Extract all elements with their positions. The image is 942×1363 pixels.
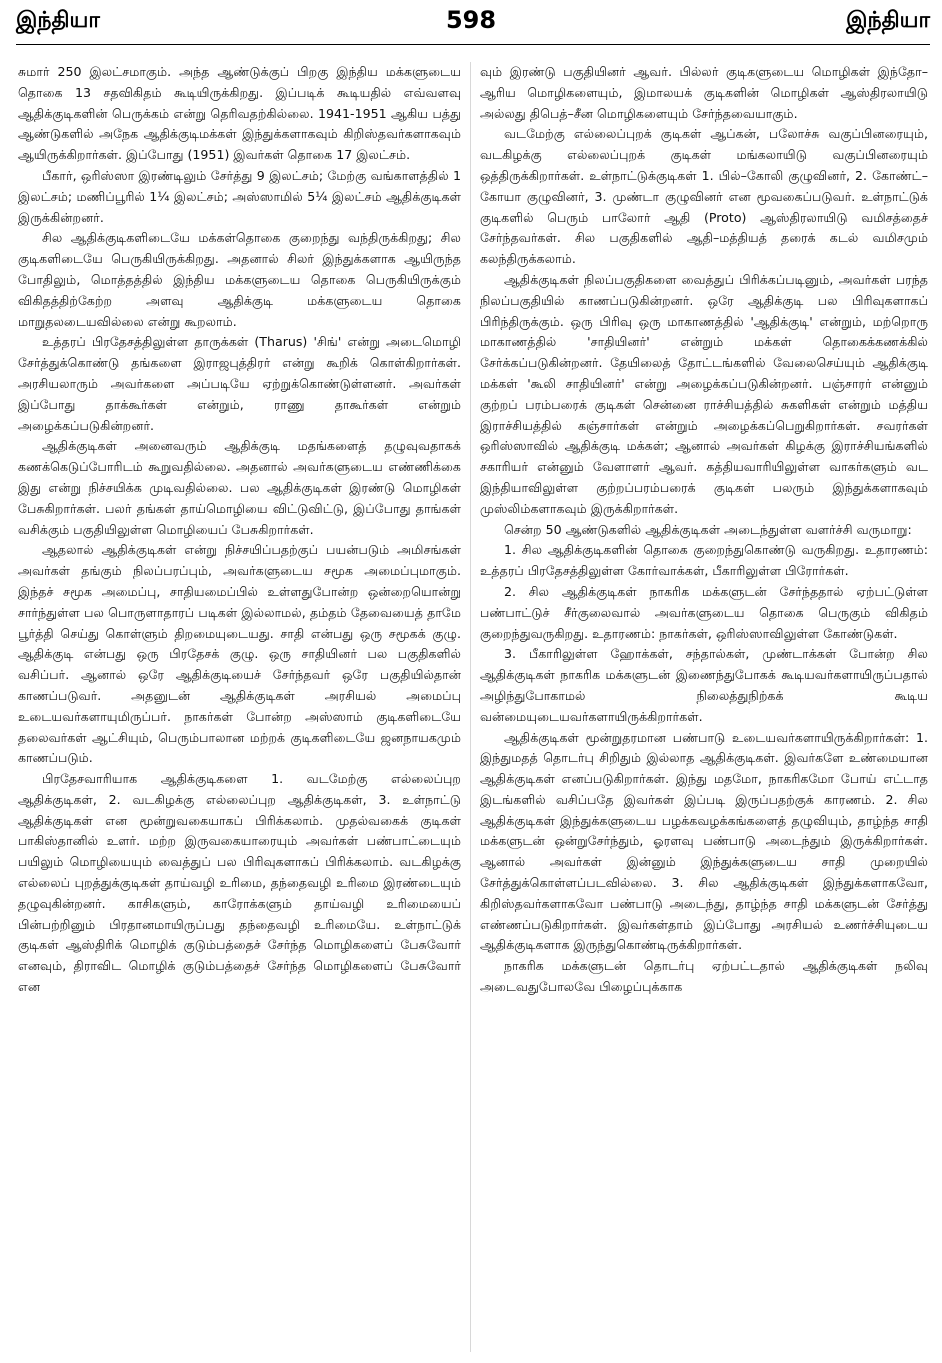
list-item: 1. சில ஆதிக்குடிகளின் தொகை குறைந்துகொண்டு வருகிறது. உதாரணம்: உத்தரப் பிரதேசத்திலுள்ள கோர்வாக்கள், பீகாரிலுள்ள பிரோர்கள். — [480, 542, 928, 579]
list-item: 3. பீகாரிலுள்ள ஹோக்கள், சந்தால்கள், முண்டாக்கள் போன்ற சில ஆதிக்குடிகள் நாகரிக மக்களுடன் இணைந்துபோகக் கூடியவர்களாயிருப்பதால் அழிந்துபோகாமல் நிலைத்துநிற்கக் கூடிய வன்மையுடையவர்களாயிருக்கிறார்கள். — [480, 646, 928, 724]
paragraph: வடமேற்கு எல்லைப்புறக் குடிகள் ஆப்கன், பலோச்சு வகுப்பினரையும், வடகிழக்கு எல்லைப்புறக் குடிகள் மங்கலாயிடு வகுப்பினரையும் ஒத்திருக்கிறார்கள். உள்நாட்டுக்குடிகள் 1. பில்–கோலி குழுவினர், 2. கோண்ட்–கோயா குழுவினர், 3. முண்டா குழுவினர் என மூவகைப்படுவர். உள்நாட்டுக் குடிகளில் பெரும் பாலோர் ஆதி (Proto) ஆஸ்திரலாயிடு வமிசத்தைச் சேர்ந்தவர்கள். சில பகுதிகளில் ஆதி–மத்தியத் தரைக் கடல் வமிசமும் கலந்திருக்கலாம். — [480, 126, 928, 267]
paragraph: ஆதிக்குடிகள் மூன்றுதரமான பண்பாடு உடையவர்களாயிருக்கிறார்கள்: 1. இந்துமதத் தொடர்பு சிறிதும் இல்லாத ஆதிக்குடிகள். இவர்களே உண்மையான ஆதிக்குடிகள் எனப்படுகிறார்கள். இந்து மதமோ, நாகரிகமோ போய் எட்டாத இடங்களில் வசிப்பதே இவர்கள் இப்படி இருப்பதற்குக் காரணம். 2. சில ஆதிக்குடிகள் இந்துக்களுடைய பழக்கவழக்கங்களைத் தழுவியும், தாழ்ந்த சாதி மக்களுடன் ஒன்றுசேர்ந்தும், ஓரளவு பண்பாடு அடைந்தும் இருக்கிறார்கள். ஆனால் அவர்கள் இன்னும் இந்துக்களுடைய சாதி முறையில் சேர்த்துக்கொள்ளப்படவில்லை. 3. சில ஆதிக்குடிகள் இந்துக்களாகவோ, கிறிஸ்தவர்களாகவோ பண்பாடு அடைந்து, தாழ்ந்த சாதி மக்களுடன் சேர்த்து எண்ணப்படுகிறார்கள். இவர்கள்தாம் இப்போது அரசியல் உணர்ச்சியுடைய ஆதிக்குடிகளாக இருந்துகொண்டிருக்கிறார்கள். — [480, 729, 928, 953]
paragraph: ஆதிக்குடிகள் நிலப்பகுதிகளை வைத்துப் பிரிக்கப்படினும், அவர்கள் பரந்த நிலப்பகுதியில் காணப்படுகின்றனர். ஒரே ஆதிக்குடி பல பிரிவுகளாகப் பிரிந்திருக்கும். ஒரு பிரிவு ஒரு மாகாணத்தில் 'ஆதிக்குடி' என்றும், மற்றொரு மாகாணத்தில் 'சாதியினர்' என்றும் மக்கள் தொகைக்கணக்கில் சேர்க்கப்படுகின்றனர். தேயிலைத் தோட்டங்களில் வேலைசெய்யும் ஆதிக்குடி மக்கள் 'கூலி சாதியினர்' என்று அழைக்கப்படுகின்றனர். பஞ்சாரர் என்னும் குற்றப் பரம்பரைக் குடிகள் சென்னை ராச்சியத்தில் சுகளிகள் என்றும் மத்திய இராச்சியத்தில் கஞ்சார்கள் என்றும் அழைக்கப்பெறுகிறார்கள். சவரர்கள் ஒரிஸ்ஸாவில் ஆதிக்குடி மக்கள்; ஆனால் அவர்கள் கிழக்கு இராச்சியங்களில் சகாரியர் என்னும் வேளாளர் ஆவர். கத்தியவாரியிலுள்ள வாகர்களும் வட இந்தியாவிலுள்ள குற்றப்பரம்பரைக் குடிகள் பலரும் இந்துக்களாகவும் முஸ்லிம்களாகவும் இருக்கிறார்கள். — [480, 271, 928, 516]
paragraph: உத்தரப் பிரதேசத்திலுள்ள தாருக்கள் (Tharus) 'சிங்' என்று அடைமொழி சேர்த்துக்கொண்டு தங்களை இராஜபுத்திரர் என்று கூறிக் கொள்கிறார்கள். அரசியலாரும் அவர்களை அப்படியே ஏற்றுக்கொண்டுள்ளனர். அவர்கள் இப்போது தாக்கூர்கள் என்றும், ராணு தாகூர்கள் என்றும் அழைக்கப்படுகின்றனர். — [18, 334, 461, 433]
header-rule — [16, 44, 930, 45]
paragraph: ஆதலால் ஆதிக்குடிகள் என்று நிச்சயிப்பதற்குப் பயன்படும் அமிசங்கள் அவர்கள் தங்கும் நிலப்பரப்பும், அவர்களுடைய சமூக அமைப்புமாகும். இந்தச் சமூக அமைப்பு, சாதியமைப்பில் உள்ளதுபோன்ற ஒன்றையொன்று சார்ந்துள்ள பல பொருளாதாரப் படிகள் இல்லாமல், தம்தம் தேவையைத் தாமே பூர்த்தி செய்து கொள்ளும் திறமையுடையது. சாதி என்பது ஒரு சமூகக் குழு. ஆதிக்குடி என்பது ஒரு பிரதேசக் குழு. ஒரு சாதியினர் பல பகுதிகளில் வசிப்பர். ஆனால் ஒரே ஆதிக்குடியைச் சேர்ந்தவர் ஒரே பகுதியில்தான் காணப்படுவர். அதனுடன் ஆதிக்குடிகள் அரசியல் அமைப்பு உடையவர்களாயுமிருப்பர். நாகர்கள் போன்ற அஸ்ஸாம் குடிகளிடையே தலைவர்கள் ஆட்சியும், பெரும்பாலான மற்றக் குடிகளிடையே ஜனநாயகமும் காணப்படும். — [18, 542, 461, 766]
paragraph: ஆதிக்குடிகள் அனைவரும் ஆதிக்குடி மதங்களைத் தழுவுவதாகக் கணக்கெடுப்போரிடம் கூறுவதில்லை. அதனால் அவர்களுடைய எண்ணிக்கை இது என்று நிச்சயிக்க முடிவதில்லை. பல ஆதிக்குடிகள் இரண்டு மொழிகள் பேசுகிறார்கள். பலர் தங்கள் தாய்மொழியை விட்டுவிட்டு, இப்போது தாங்கள் வசிக்கும் பகுதியிலுள்ள மொழியைப் பேசுகிறார்கள். — [18, 438, 461, 537]
running-head-right: இந்தியா — [846, 8, 930, 33]
right-column — [480, 62, 928, 1357]
paragraph: பீகார், ஒரிஸ்ஸா இரண்டிலும் சேர்த்து 9 இலட்சம்; மேற்கு வங்காளத்தில் 1 இலட்சம்; மணிப்பூரில் 1¼ இலட்சம்; அஸ்ஸாமில் 5¼ இலட்சம் ஆதிக்குடிகள் இருக்கின்றனர். — [18, 167, 461, 225]
paragraph: சுமார் 250 இலட்சமாகும். அந்த ஆண்டுக்குப் பிறகு இந்திய மக்களுடைய தொகை 13 சதவிகிதம் கூடியிருக்கிறது. இப்படிக் கூடியதில் எவ்வளவு ஆதிக்குடிகளின் பெருக்கம் என்று தெரிவதற்கில்லை. 1941-1951 ஆகிய பத்து ஆண்டுகளில் அநேக ஆதிக்குடிமக்கள் இந்துக்களாகவும் கிறிஸ்தவர்களாகவும் ஆயிருக்கிறார்கள். இப்போது (1951) இவர்கள் தொகை 17 இலட்சம். — [18, 64, 461, 163]
left-column — [18, 62, 461, 1357]
paragraph: பிரதேசவாரியாக ஆதிக்குடிகளை 1. வடமேற்கு எல்லைப்புற ஆதிக்குடிகள், 2. வடகிழக்கு எல்லைப்புற ஆதிக்குடிகள், 3. உள்நாட்டு ஆதிக்குடிகள் என மூன்றுவகையாகப் பிரிக்கலாம். முதல்வகைக் குடிகள் பாகிஸ்தானில் உளர். மற்ற இருவகையாரையும் அவர்கள் பண்பாட்டையும் பயிலும் மொழியையும் வைத்துப் பல பிரிவுகளாகப் பிரிக்கலாம். வடகிழக்கு எல்லைப் புறத்துக்குடிகள் தாய்வழி உரிமை, தந்தைவழி உரிமை இரண்டையும் தழுவுகின்றனர். காசிகளும், காரோக்களும் தாய்வழி உரிமையைப் பின்பற்றினும் பிரதானமாயிருப்பது தந்தைவழி உரிமையே. உள்நாட்டுக் குடிகள் ஆஸ்திரிக் மொழிக் குடும்பத்தைச் சேர்ந்த மொழிகளைப் பேசுவோர் எனவும், திராவிட மொழிக் குடும்பத்தைச் சேர்ந்த மொழிகளைப் பேசுவோர் என — [18, 771, 461, 995]
page-number: 598 — [445, 6, 497, 34]
column-divider — [470, 62, 471, 1352]
paragraph: வும் இரண்டு பகுதியினர் ஆவர். பில்லர் குடிகளுடைய மொழிகள் இந்தோ–ஆரிய மொழிகளையும், இமாலயக் குடிகளின் மொழிகள் ஆஸ்திரலாயிடு அல்லது திபெத்–சீன மொழிகளையும் சேர்ந்தவையாகும். — [480, 64, 928, 121]
paragraph: நாகரிக மக்களுடன் தொடர்பு ஏற்பட்டதால் ஆதிக்குடிகள் நலிவு அடைவதுபோலவே பிழைப்புக்காக — [480, 958, 928, 995]
paragraph: சென்ற 50 ஆண்டுகளில் ஆதிக்குடிகள் அடைந்துள்ள வளர்ச்சி வருமாறு: — [504, 521, 912, 537]
running-head-left: இந்தியா — [16, 8, 100, 33]
list-item: 2. சில ஆதிக்குடிகள் நாகரிக மக்களுடன் சேர்ந்ததால் ஏற்பட்டுள்ள பண்பாட்டுச் சீர்குலைவால் அவர்களுடைய தொகை பெருகும் விகிதம் குறைந்துவருகிறது. உதாரணம்: நாகர்கள், ஒரிஸ்ஸாவிலுள்ள கோண்டுகள். — [480, 583, 928, 641]
paragraph: சில ஆதிக்குடிகளிடையே மக்கள்தொகை குறைந்து வந்திருக்கிறது; சில குடிகளிடையே பெருகியிருக்கிறது. அதனால் சிலர் இந்துக்களாக ஆயிருந்த போதிலும், மொத்தத்தில் இந்திய மக்களுடைய தொகை பெருகியிருக்கும் விகிதத்திற்கேற்ற அளவு ஆதிக்குடி மக்களுடைய தொகை மாறுதலடையவில்லை என்று கூறலாம். — [18, 230, 461, 329]
